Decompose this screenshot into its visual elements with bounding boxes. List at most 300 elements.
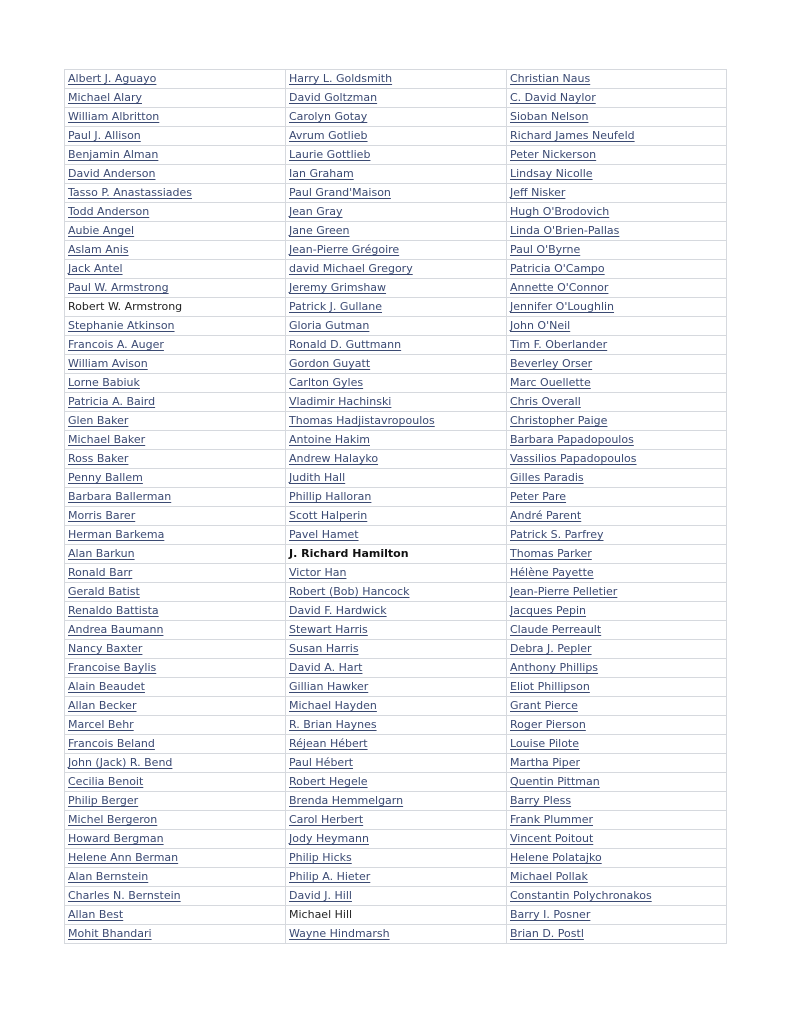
table-row xyxy=(65,146,727,165)
table-cell xyxy=(507,735,727,754)
table-cell xyxy=(65,70,286,89)
name-link[interactable]: Jane Green xyxy=(289,224,350,237)
name-text: Robert W. Armstrong xyxy=(68,300,183,313)
name-link[interactable]: Beverley Orser xyxy=(510,357,593,370)
table-row xyxy=(65,393,727,412)
name-link[interactable]: Vassilios Papadopoulos xyxy=(510,452,637,465)
name-link[interactable]: Jeremy Grimshaw xyxy=(289,281,387,294)
name-link[interactable]: Todd Anderson xyxy=(68,205,150,218)
name-link[interactable]: Hugh O'Brodovich xyxy=(510,205,610,218)
name-link[interactable]: Glen Baker xyxy=(68,414,129,427)
table-cell xyxy=(65,127,286,146)
table-cell xyxy=(65,89,286,108)
name-link[interactable]: Marc Ouellette xyxy=(510,376,591,389)
name-link[interactable]: Francoise Baylis xyxy=(68,661,157,674)
table-row xyxy=(65,488,727,507)
name-link[interactable]: Vincent Poitout xyxy=(510,832,594,845)
name-link[interactable]: Judith Hall xyxy=(289,471,346,484)
name-text-bold: J. Richard Hamilton xyxy=(289,547,409,560)
table-row xyxy=(65,906,727,925)
name-link[interactable]: Aubie Angel xyxy=(68,224,135,237)
table-cell xyxy=(507,564,727,583)
name-link[interactable]: Phillip Halloran xyxy=(289,490,372,503)
name-link[interactable]: Christian Naus xyxy=(510,72,591,85)
name-link[interactable]: David J. Hill xyxy=(289,889,352,902)
table-cell xyxy=(65,203,286,222)
name-link[interactable]: Alan Barkun xyxy=(68,547,135,560)
table-cell xyxy=(507,830,727,849)
name-link[interactable]: Richard James Neufeld xyxy=(510,129,635,142)
name-link[interactable]: Annette O'Connor xyxy=(510,281,609,294)
name-link[interactable]: Mohit Bhandari xyxy=(68,927,152,940)
name-link[interactable]: Barry I. Posner xyxy=(510,908,591,921)
name-link[interactable]: Vladimir Hachinski xyxy=(289,395,392,408)
name-link[interactable]: Peter Nickerson xyxy=(510,148,597,161)
table-cell xyxy=(286,127,507,146)
name-text: Michael Hill xyxy=(289,908,353,921)
name-link[interactable]: Linda O'Brien-Pallas xyxy=(510,224,620,237)
table-cell xyxy=(286,203,507,222)
table-cell xyxy=(65,488,286,507)
name-link[interactable]: Constantin Polychronakos xyxy=(510,889,652,902)
table-cell xyxy=(286,602,507,621)
name-link[interactable]: Grant Pierce xyxy=(510,699,578,712)
table-cell xyxy=(507,678,727,697)
table-cell xyxy=(65,184,286,203)
name-link[interactable]: Francois A. Auger xyxy=(68,338,164,351)
table-cell xyxy=(65,241,286,260)
name-link[interactable]: Jean-Pierre Pelletier xyxy=(510,585,618,598)
table-cell xyxy=(507,317,727,336)
name-link[interactable]: William Albritton xyxy=(68,110,160,123)
name-link[interactable]: Helene Ann Berman xyxy=(68,851,179,864)
name-link[interactable]: Ross Baker xyxy=(68,452,129,465)
table-cell xyxy=(286,526,507,545)
name-link[interactable]: John O'Neil xyxy=(510,319,571,332)
table-cell xyxy=(65,279,286,298)
table-cell xyxy=(507,355,727,374)
table-cell xyxy=(507,925,727,944)
name-link[interactable]: David Goltzman xyxy=(289,91,378,104)
name-link[interactable]: Lindsay Nicolle xyxy=(510,167,593,180)
table-cell xyxy=(507,811,727,830)
name-link[interactable]: Laurie Gottlieb xyxy=(289,148,371,161)
table-cell xyxy=(286,716,507,735)
table-cell xyxy=(507,773,727,792)
table-cell xyxy=(286,697,507,716)
name-link[interactable]: Paul W. Armstrong xyxy=(68,281,169,294)
table-row xyxy=(65,165,727,184)
name-link[interactable]: Francois Beland xyxy=(68,737,155,750)
table-cell xyxy=(286,621,507,640)
table-row xyxy=(65,222,727,241)
name-link[interactable]: Thomas Hadjistavropoulos xyxy=(289,414,435,427)
table-cell xyxy=(65,374,286,393)
name-link[interactable]: Ian Graham xyxy=(289,167,354,180)
table-cell xyxy=(65,849,286,868)
table-cell xyxy=(507,241,727,260)
table-cell xyxy=(507,602,727,621)
table-cell xyxy=(286,279,507,298)
table-cell xyxy=(65,469,286,488)
table-cell xyxy=(286,887,507,906)
table-cell xyxy=(286,830,507,849)
table-cell xyxy=(286,583,507,602)
name-link[interactable]: Gillian Hawker xyxy=(289,680,369,693)
name-link[interactable]: Howard Bergman xyxy=(68,832,164,845)
table-row xyxy=(65,279,727,298)
name-link[interactable]: Barry Pless xyxy=(510,794,572,807)
table-cell xyxy=(507,279,727,298)
table-cell xyxy=(286,640,507,659)
table-cell xyxy=(286,849,507,868)
name-link[interactable]: Patrick J. Gullane xyxy=(289,300,383,313)
name-link[interactable]: Renaldo Battista xyxy=(68,604,159,617)
name-link[interactable]: Brian D. Postl xyxy=(510,927,584,940)
name-link[interactable]: Thomas Parker xyxy=(510,547,592,560)
name-link[interactable]: Jody Heymann xyxy=(289,832,369,845)
table-row xyxy=(65,868,727,887)
name-link[interactable]: David Anderson xyxy=(68,167,156,180)
table-cell xyxy=(65,621,286,640)
table-cell xyxy=(286,317,507,336)
table-row xyxy=(65,89,727,108)
name-link[interactable]: Anthony Phillips xyxy=(510,661,599,674)
name-link[interactable]: Allan Becker xyxy=(68,699,137,712)
name-link[interactable]: Christopher Paige xyxy=(510,414,608,427)
name-link[interactable]: Paul Hébert xyxy=(289,756,354,769)
table-cell xyxy=(507,165,727,184)
table-cell xyxy=(286,393,507,412)
name-link[interactable]: Quentin Pittman xyxy=(510,775,600,788)
name-link[interactable]: Cecilia Benoit xyxy=(68,775,144,788)
table-cell xyxy=(286,70,507,89)
name-link[interactable]: Sioban Nelson xyxy=(510,110,589,123)
table-row xyxy=(65,659,727,678)
table-row xyxy=(65,849,727,868)
table-cell xyxy=(65,336,286,355)
name-link[interactable]: Michael Pollak xyxy=(510,870,588,883)
table-cell xyxy=(65,526,286,545)
name-link[interactable]: Jean-Pierre Grégoire xyxy=(289,243,400,256)
table-cell xyxy=(65,431,286,450)
table-cell xyxy=(65,773,286,792)
table-cell xyxy=(65,906,286,925)
table-cell xyxy=(507,108,727,127)
name-link[interactable]: Philip Hicks xyxy=(289,851,352,864)
table-cell xyxy=(507,127,727,146)
name-link[interactable]: Scott Halperin xyxy=(289,509,368,522)
table-cell xyxy=(286,564,507,583)
table-cell xyxy=(507,754,727,773)
table-cell xyxy=(286,412,507,431)
name-link[interactable]: Michael Hayden xyxy=(289,699,377,712)
table-row xyxy=(65,241,727,260)
table-cell xyxy=(286,374,507,393)
name-link[interactable]: Carlton Gyles xyxy=(289,376,364,389)
name-link[interactable]: Avrum Gotlieb xyxy=(289,129,368,142)
table-cell xyxy=(286,868,507,887)
table-cell xyxy=(507,89,727,108)
name-link[interactable]: Hélène Payette xyxy=(510,566,594,579)
table-row xyxy=(65,184,727,203)
table-cell xyxy=(286,754,507,773)
name-link[interactable]: Albert J. Aguayo xyxy=(68,72,157,85)
name-link[interactable]: Ronald D. Guttmann xyxy=(289,338,402,351)
table-cell xyxy=(65,298,286,317)
table-cell xyxy=(65,678,286,697)
table-row xyxy=(65,450,727,469)
table-row xyxy=(65,469,727,488)
name-link[interactable]: David A. Hart xyxy=(289,661,363,674)
name-link[interactable]: Claude Perreault xyxy=(510,623,602,636)
name-link[interactable]: Jeff Nisker xyxy=(510,186,566,199)
table-cell xyxy=(507,469,727,488)
table-row xyxy=(65,887,727,906)
name-link[interactable]: Andrea Baumann xyxy=(68,623,164,636)
table-cell xyxy=(65,222,286,241)
name-link[interactable]: Gerald Batist xyxy=(68,585,140,598)
table-cell xyxy=(286,298,507,317)
table-cell xyxy=(507,792,727,811)
name-link[interactable]: Philip Berger xyxy=(68,794,139,807)
table-row xyxy=(65,545,727,564)
table-cell xyxy=(65,260,286,279)
name-link[interactable]: Debra J. Pepler xyxy=(510,642,592,655)
table-row xyxy=(65,526,727,545)
table-cell xyxy=(286,906,507,925)
table-cell xyxy=(507,298,727,317)
table-cell xyxy=(507,906,727,925)
name-link[interactable]: Frank Plummer xyxy=(510,813,594,826)
table-row xyxy=(65,583,727,602)
name-link[interactable]: Lorne Babiuk xyxy=(68,376,140,389)
table-cell xyxy=(65,450,286,469)
table-cell xyxy=(286,165,507,184)
name-link[interactable]: David F. Hardwick xyxy=(289,604,387,617)
table-cell xyxy=(286,184,507,203)
table-cell xyxy=(507,146,727,165)
name-link[interactable]: Roger Pierson xyxy=(510,718,586,731)
name-link[interactable]: Michael Alary xyxy=(68,91,142,104)
table-cell xyxy=(507,526,727,545)
table-cell xyxy=(65,602,286,621)
name-link[interactable]: André Parent xyxy=(510,509,582,522)
names-table-body xyxy=(65,70,727,944)
table-cell xyxy=(65,830,286,849)
table-cell xyxy=(507,203,727,222)
name-link[interactable]: Michel Bergeron xyxy=(68,813,158,826)
table-cell xyxy=(286,336,507,355)
table-cell xyxy=(286,678,507,697)
table-cell xyxy=(286,507,507,526)
name-link[interactable]: Peter Pare xyxy=(510,490,567,503)
table-row xyxy=(65,716,727,735)
table-row xyxy=(65,678,727,697)
table-cell xyxy=(65,564,286,583)
name-link[interactable]: Herman Barkema xyxy=(68,528,165,541)
name-link[interactable]: Paul J. Allison xyxy=(68,129,141,142)
table-row xyxy=(65,811,727,830)
name-link[interactable]: Robert (Bob) Hancock xyxy=(289,585,410,598)
table-cell xyxy=(65,507,286,526)
name-link[interactable]: Jean Gray xyxy=(289,205,343,218)
table-cell xyxy=(286,431,507,450)
table-cell xyxy=(286,146,507,165)
table-cell xyxy=(65,545,286,564)
name-link[interactable]: Helene Polatajko xyxy=(510,851,602,864)
name-link[interactable]: Barbara Ballerman xyxy=(68,490,172,503)
name-link[interactable]: Paul O'Byrne xyxy=(510,243,581,256)
name-link[interactable]: William Avison xyxy=(68,357,148,370)
name-link[interactable]: Patrick S. Parfrey xyxy=(510,528,604,541)
name-link[interactable]: Chris Overall xyxy=(510,395,581,408)
name-link[interactable]: Paul Grand'Maison xyxy=(289,186,391,199)
name-link[interactable]: Philip A. Hieter xyxy=(289,870,371,883)
table-cell xyxy=(286,260,507,279)
name-link[interactable]: Antoine Hakim xyxy=(289,433,370,446)
name-link[interactable]: Harry L. Goldsmith xyxy=(289,72,393,85)
table-cell xyxy=(65,393,286,412)
table-row xyxy=(65,70,727,89)
name-link[interactable]: Alain Beaudet xyxy=(68,680,145,693)
name-link[interactable]: Louise Pilote xyxy=(510,737,580,750)
name-link[interactable]: Allan Best xyxy=(68,908,124,921)
table-cell xyxy=(286,545,507,564)
table-cell xyxy=(65,108,286,127)
table-cell xyxy=(507,697,727,716)
name-link[interactable]: Barbara Papadopoulos xyxy=(510,433,634,446)
table-row xyxy=(65,564,727,583)
table-row xyxy=(65,640,727,659)
table-cell xyxy=(507,659,727,678)
table-cell xyxy=(286,355,507,374)
name-link[interactable]: Susan Harris xyxy=(289,642,359,655)
table-cell xyxy=(507,488,727,507)
table-cell xyxy=(507,640,727,659)
name-link[interactable]: Carol Herbert xyxy=(289,813,364,826)
table-cell xyxy=(286,735,507,754)
name-link[interactable]: Gloria Gutman xyxy=(289,319,370,332)
table-row xyxy=(65,336,727,355)
name-link[interactable]: C. David Naylor xyxy=(510,91,596,104)
name-link[interactable]: Penny Ballem xyxy=(68,471,143,484)
table-cell xyxy=(507,260,727,279)
name-link[interactable]: Michael Baker xyxy=(68,433,146,446)
table-row xyxy=(65,108,727,127)
table-row xyxy=(65,127,727,146)
table-row xyxy=(65,621,727,640)
name-link[interactable]: Tim F. Oberlander xyxy=(510,338,608,351)
name-link[interactable]: Patricia A. Baird xyxy=(68,395,156,408)
name-link[interactable]: Tasso P. Anastassiades xyxy=(68,186,193,199)
name-link[interactable]: Marcel Behr xyxy=(68,718,134,731)
name-link[interactable]: Nancy Baxter xyxy=(68,642,143,655)
table-row xyxy=(65,773,727,792)
name-link[interactable]: Martha Piper xyxy=(510,756,580,769)
table-cell xyxy=(507,507,727,526)
table-cell xyxy=(65,697,286,716)
name-link[interactable]: Carolyn Gotay xyxy=(289,110,368,123)
table-cell xyxy=(65,716,286,735)
table-cell xyxy=(286,792,507,811)
name-link[interactable]: Réjean Hébert xyxy=(289,737,368,750)
table-cell xyxy=(65,317,286,336)
name-link[interactable]: Jennifer O'Loughlin xyxy=(510,300,615,313)
table-cell xyxy=(286,659,507,678)
table-cell xyxy=(65,868,286,887)
table-cell xyxy=(65,165,286,184)
name-link[interactable]: Stephanie Atkinson xyxy=(68,319,175,332)
name-link[interactable]: Wayne Hindmarsh xyxy=(289,927,390,940)
name-link[interactable]: Pavel Hamet xyxy=(289,528,359,541)
table-cell xyxy=(507,336,727,355)
table-cell xyxy=(65,640,286,659)
table-row xyxy=(65,754,727,773)
table-cell xyxy=(507,868,727,887)
table-row xyxy=(65,792,727,811)
table-cell xyxy=(286,89,507,108)
name-link[interactable]: Gilles Paradis xyxy=(510,471,584,484)
table-row xyxy=(65,507,727,526)
table-cell xyxy=(65,792,286,811)
table-row xyxy=(65,374,727,393)
table-row xyxy=(65,317,727,336)
name-link[interactable]: Charles N. Bernstein xyxy=(68,889,181,902)
name-link[interactable]: Benjamin Alman xyxy=(68,148,159,161)
name-link[interactable]: John (Jack) R. Bend xyxy=(68,756,173,769)
name-link[interactable]: Patricia O'Campo xyxy=(510,262,605,275)
table-row xyxy=(65,602,727,621)
table-row xyxy=(65,260,727,279)
name-link[interactable]: Andrew Halayko xyxy=(289,452,379,465)
table-cell xyxy=(286,488,507,507)
table-cell xyxy=(507,583,727,602)
table-row xyxy=(65,925,727,944)
table-cell xyxy=(286,108,507,127)
table-cell xyxy=(286,241,507,260)
table-cell xyxy=(286,925,507,944)
table-cell xyxy=(507,431,727,450)
table-cell xyxy=(65,355,286,374)
table-cell xyxy=(507,70,727,89)
name-link[interactable]: Ronald Barr xyxy=(68,566,133,579)
name-link[interactable]: david Michael Gregory xyxy=(289,262,413,275)
table-cell xyxy=(65,146,286,165)
table-cell xyxy=(507,716,727,735)
name-link[interactable]: Jack Antel xyxy=(68,262,123,275)
name-link[interactable]: Brenda Hemmelgarn xyxy=(289,794,404,807)
table-row xyxy=(65,298,727,317)
name-link[interactable]: Aslam Anis xyxy=(68,243,129,256)
name-link[interactable]: Stewart Harris xyxy=(289,623,368,636)
name-link[interactable]: Alan Bernstein xyxy=(68,870,149,883)
name-link[interactable]: Victor Han xyxy=(289,566,347,579)
table-cell xyxy=(65,583,286,602)
name-link[interactable]: Gordon Guyatt xyxy=(289,357,371,370)
name-link[interactable]: Robert Hegele xyxy=(289,775,368,788)
table-cell xyxy=(507,887,727,906)
name-link[interactable]: Jacques Pepin xyxy=(510,604,587,617)
name-link[interactable]: R. Brian Haynes xyxy=(289,718,377,731)
name-link[interactable]: Morris Barer xyxy=(68,509,136,522)
table-row xyxy=(65,355,727,374)
table-cell xyxy=(65,735,286,754)
table-row xyxy=(65,830,727,849)
table-row xyxy=(65,431,727,450)
table-cell xyxy=(286,811,507,830)
name-link[interactable]: Eliot Phillipson xyxy=(510,680,590,693)
